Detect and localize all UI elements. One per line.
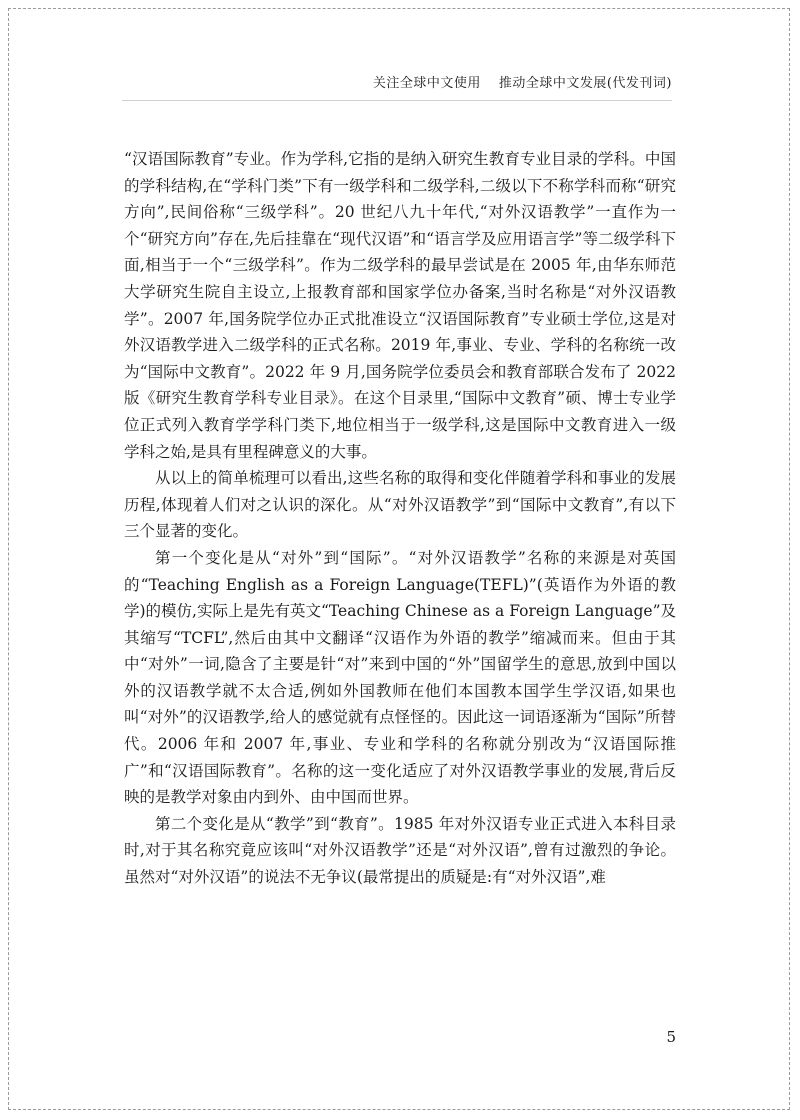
paragraph: “汉语国际教育”专业。作为学科,它指的是纳入研究生教育专业目录的学科。中国的学科结构,在“学科门类”下有一级学科和二级学科,二级以下不称学科而称“研究方向”,民间俗称“三级学科”。20 世纪八九十年代,“对外汉语教学”一直作为一个“研究方向”存在,先后挂靠在“现代汉语”和“语言学及应用语言学”等二级学科下面,相当于一个“三级学科”。作为二级学科的最早尝试是在 2005 年,由华东师范大学研究生院自主设立,上报教育部和国家学位办备案,当时名称是“对外汉语教学”。2007 年,国务院学位办正式批准设立“汉语国际教育”专业硕士学位,这是对外汉语教学进入二级学科的正式名称。2019 年,事业、专业、学科的名称统一改为“国际中文教育”。2022 年 9 月,国务院学位委员会和教育部联合发布了 2022 版《研究生教育学科专业目录》。在这个目录里,“国际中文教育”硕、博士专业学位正式列入教育学学科门类下,地位相当于一级学科,这是国际中文教育进入一级学科之始,是具有里程碑意义的大事。	[124, 150, 676, 461]
paragraph: 第一个变化是从“对外”到“国际”。“对外汉语教学”名称的来源是对英国的“Teaching English as a Foreign Language(TEFL)”(英语作为外语的教学)的模仿,实际上是先有英文“Teaching Chinese as a Foreign Language”及其缩写“TCFL”,然后由其中文翻译“汉语作为外语的教学”缩减而来。但由于其中“对外”一词,隐含了主要是针“对”来到中国的“外”国留学生的意思,放到中国以外的汉语教学就不太合适,例如外国教师在他们本国教本国学生学汉语,如果也叫“对外”的汉语教学,给人的感觉就有点怪怪的。因此这一词语逐渐为“国际”所替代。2006 年和 2007 年,事业、专业和学科的名称就分别改为“汉语国际推广”和“汉语国际教育”。名称的这一变化适应了对外汉语教学事业的发展,背后反映的是教学对象由内到外、由中国而世界。	[124, 548, 676, 807]
page-number: 5	[666, 1028, 676, 1046]
running-header-title: 推动全球中文发展(代发刊词)	[498, 76, 672, 91]
running-header	[373, 72, 672, 91]
header-divider	[122, 100, 672, 101]
body-text	[124, 146, 676, 891]
paragraph: 第二个变化是从“教学”到“教育”。1985 年对外汉语专业正式进入本科目录时,对于其名称究竟应该叫“对外汉语教学”还是“对外汉语”,曾有过激烈的争论。虽然对“对外汉语”的说法不无争议(最常提出的质疑是:有“对外汉语”,难	[124, 814, 676, 887]
running-header-section: 关注全球中文使用	[372, 76, 481, 91]
paragraph: 从以上的简单梳理可以看出,这些名称的取得和变化伴随着学科和事业的发展历程,体现着人们对之认识的深化。从“对外汉语教学”到“国际中文教育”,有以下三个显著的变化。	[124, 469, 676, 541]
